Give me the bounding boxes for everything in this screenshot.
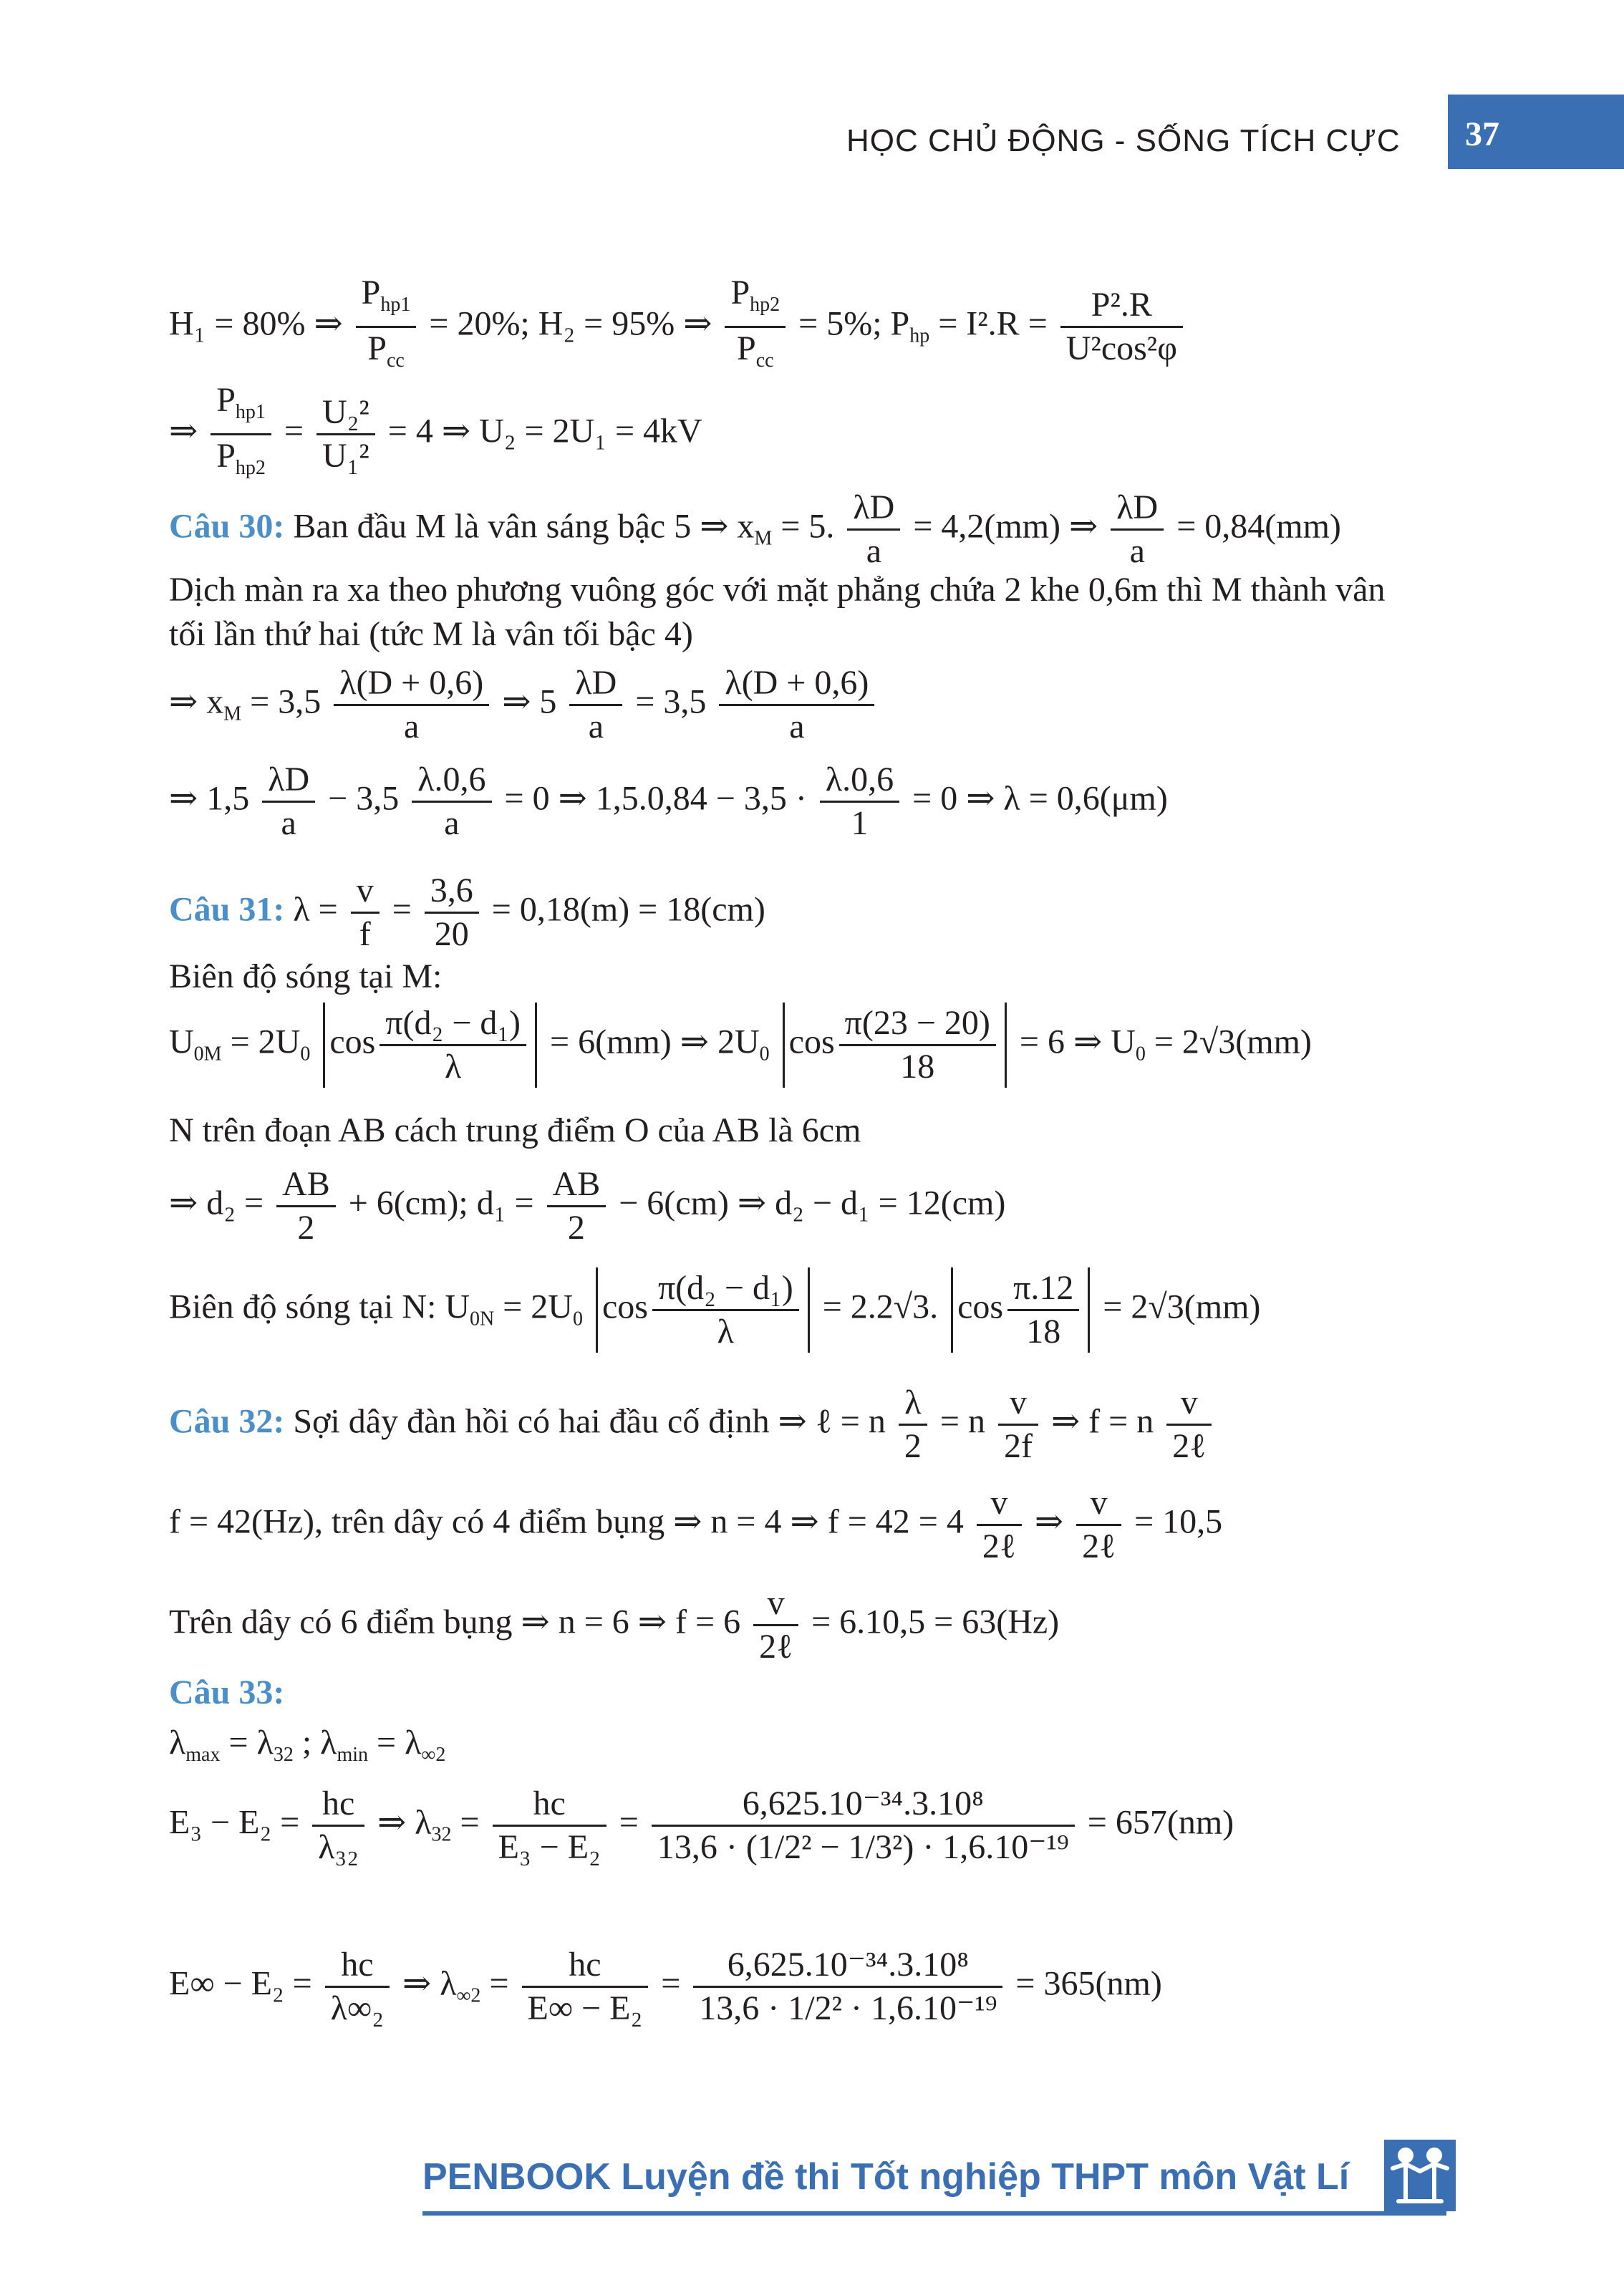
equation-line: ⇒ d₂ = $\frac{AB}{2}$ + 6(cm); d₁ = $\frac{AB}{2}$ − 6(cm) ⇒ d₂ − d₁ = 12(cm) bbox=[169, 1165, 1006, 1247]
paragraph-line: Dịch màn ra xa theo phương vuông góc với mặt phẳng chứa 2 khe 0,6m thì M thành vân bbox=[169, 571, 1386, 609]
equation-voltage: ⇒ $P_{hp1}$ $P_{hp2}$ = $\frac{\text{U₂²}}{\text{U₁²}}$ = 4 ⇒ U₂ = 2U₁ = 4kV bbox=[169, 381, 702, 479]
equation-efficiency: H₁ = 80% ⇒ $P_{hp1}$ $P_{cc}$ = 20%; H₂ = 95% ⇒ $P_{hp2}$ $P_{cc}$ = 5%; $P_{hp} = I^2.R$ = $\frac{\text{P².R}}{\text{U²cos²φ}}$ bbox=[169, 272, 1187, 382]
question-32-line: Câu 32: Sợi dây đàn hồi có hai đầu cố định ⇒ ℓ = n $\frac{\lambda}{2}$ = n $\frac{v}{2f}$ ⇒ f = n v 2ℓ bbox=[169, 1382, 1216, 1467]
question-33-label: Câu 33: bbox=[169, 1673, 285, 1711]
equation-line: E∞ − E₂ = $\frac{hc}{\text{λ∞₂}}$ ⇒ $\lambda_{\infty 2}$ = $\frac{hc}{\text{E∞ − E₂}}$ = $\frac{\text{6,625.10⁻³⁴.3.10⁸}}{\text{13,6 · 1/2² · 1,6.10⁻¹⁹}}$ = 365(nm) bbox=[169, 1946, 1162, 2027]
page-number: 37 bbox=[1465, 115, 1499, 153]
question-31-line: Câu 31: λ = $\frac{v}{f}$ = $\frac{3,6}{20}$ = 0,18(m) = 18(cm) bbox=[169, 871, 765, 953]
paragraph-line: N trên đoạn AB cách trung điểm O của AB là 6cm bbox=[169, 1111, 861, 1149]
running-header: HỌC CHỦ ĐỘNG - SỐNG TÍCH CỰC bbox=[846, 123, 1401, 158]
paragraph-line: tối lần thứ hai (tức M là vân tối bậc 4) bbox=[169, 615, 693, 653]
equation-line: E₃ − E₂ = $\frac{hc}{\text{λ₃₂}}$ ⇒ $\lambda_{32}$ = $\frac{hc}{\text{E₃ − E₂}}$ = $\frac{\text{6,625.10⁻³⁴.3.10⁸}}{\text{13,6 · (1/2² − 1/3²) · 1,6.10⁻¹⁹}}$ = 657(nm) bbox=[169, 1784, 1234, 1866]
equation-line: Trên dây có 6 điểm bụng ⇒ n = 6 ⇒ f = 6 v 2ℓ = 6.10,5 = 63(Hz) bbox=[169, 1584, 1060, 1666]
question-31-label: Câu 31: bbox=[169, 890, 285, 929]
footer-divider bbox=[422, 2211, 1446, 2216]
people-logo-icon bbox=[1384, 2140, 1456, 2211]
paragraph-line: Biên độ sóng tại M: bbox=[169, 957, 443, 995]
equation-line: $U_{0M} = 2U_0$ cos $\frac{\text{π(d₂ − d₁)}}{\lambda}$ = 6(mm) ⇒ $2U_0$ cos $\frac{\pi(23 - 20)}{18}$ = 6 ⇒ $U_0 = 2√3(mm)$ bbox=[169, 1003, 1312, 1088]
equation-line: ⇒ $x_M = 3,5$ $\frac{\lambda(D + 0,6)}{a}$ ⇒ 5 $\frac{\lambda D}{a}$ = 3,5 $\frac{\lambda(D + 0,6)}{a}$ bbox=[169, 662, 879, 748]
equation-line: f = 42(Hz), trên dây có 4 điểm bụng ⇒ n = 4 ⇒ f = 42 = 4 v 2ℓ ⇒ v 2ℓ = 10,5 bbox=[169, 1484, 1223, 1565]
question-32-label: Câu 32: bbox=[169, 1402, 285, 1441]
question-30-label: Câu 30: bbox=[169, 507, 285, 546]
question-30-line: Câu 30: Ban đầu M là vân sáng bậc 5 ⇒ $x_M = 5$. $\frac{\lambda D}{a}$ = 4,2(mm) ⇒ $\frac{\lambda D}{a}$ = 0,84(mm) bbox=[169, 488, 1341, 570]
equation-line: $\lambda_{max} = \lambda_{32}$ ; $\lambda_{min} = \lambda_{\infty 2}$ bbox=[169, 1724, 446, 1766]
footer-title: PENBOOK Luyện đề thi Tốt nghiệp THPT môn Vật Lí bbox=[422, 2156, 1350, 2198]
equation-line: Biên độ sóng tại N: $U_{0N} = 2U_0$ cos $\frac{\text{π(d₂ − d₁)}}{\lambda}$ = 2.2√3. cos $\frac{\pi.12}{18}$ = 2√3(mm) bbox=[169, 1267, 1260, 1353]
equation-line: ⇒ 1,5 $\frac{\lambda D}{a}$ − 3,5 $\frac{\lambda.0,6}{a}$ = 0 ⇒ 1,5.0,84 − 3,5 · $\frac{\lambda.0,6}{1}$ = 0 ⇒ λ = 0,6(μm) bbox=[169, 760, 1168, 842]
